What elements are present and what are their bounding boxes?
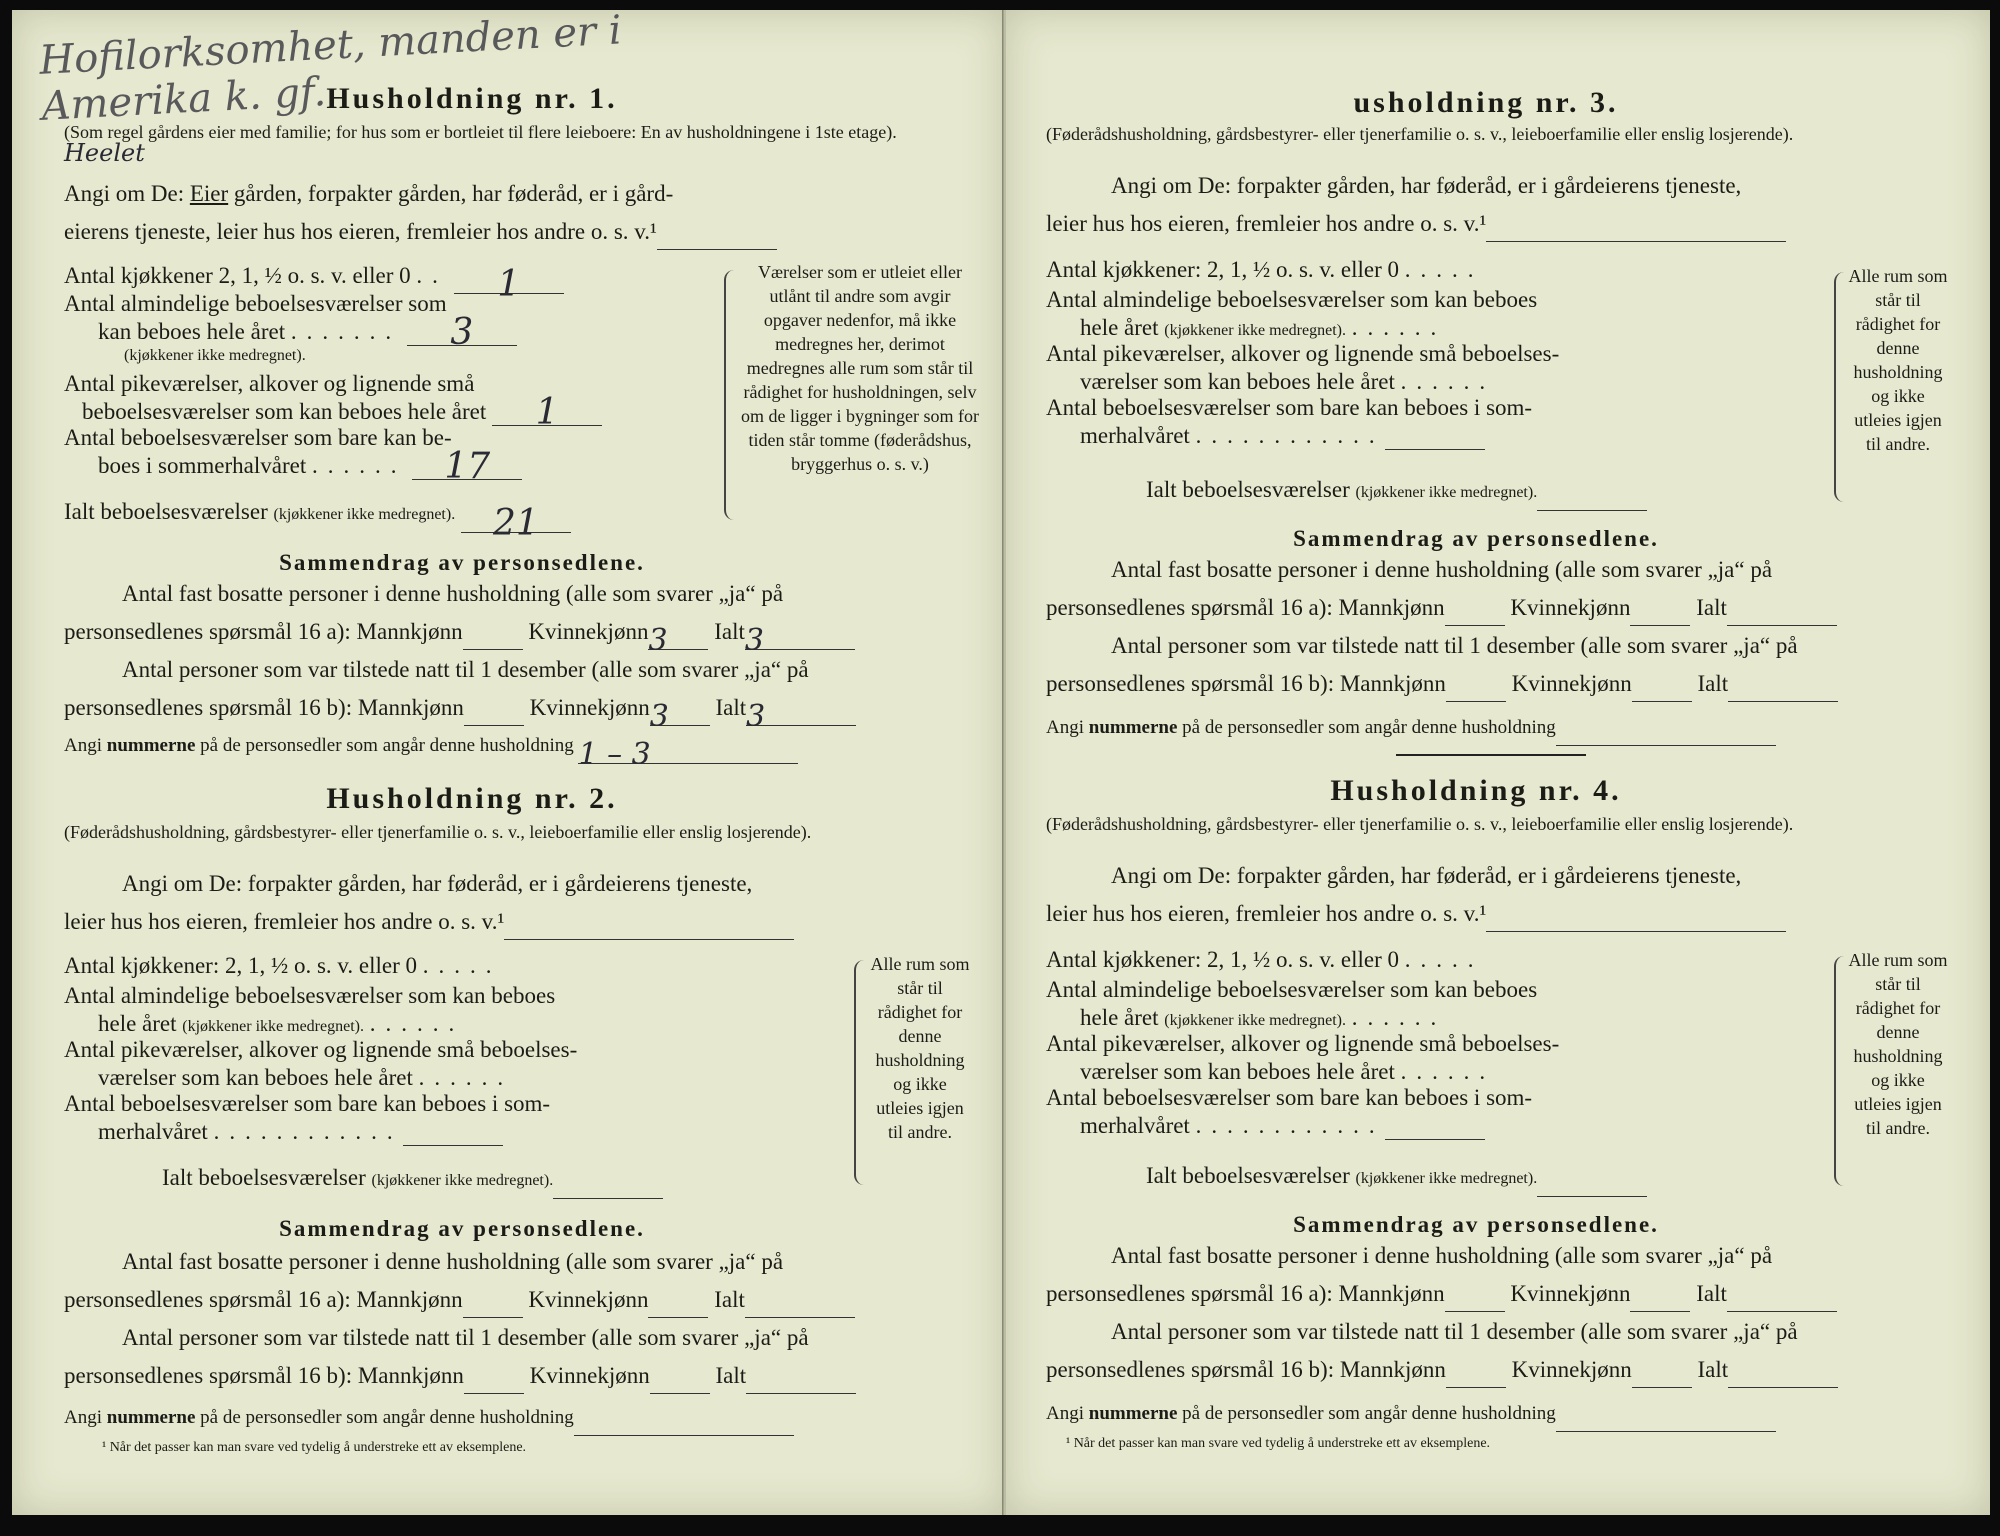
h1-s2b: personsedlenes spørsmål 16 b): Mannkjønn Kvinnekjønn3 Ialt3 <box>64 690 856 726</box>
right-page <box>1006 10 1990 1515</box>
h4-s2b: personsedlenes spørsmål 16 b): Mannkjønn Kvinnekjønn Ialt <box>1046 1352 1838 1388</box>
h1-nummer-row: Angi nummerne på de personsedler som angår denne husholdning 1 – 3 <box>64 728 798 764</box>
h1-angi-line2: eierens tjeneste, leier hus hos eieren, fremleier hos andre o. s. v.¹ <box>64 214 777 250</box>
h4-pike-row: Antal pikeværelser, alkover og lignende små beboelses- værelser som kan beboes hele året ...... <box>1046 1031 1560 1084</box>
h1-ialt-row: Ialt beboelsesværelser (kjøkkener ikke medregnet). 21 <box>64 494 571 533</box>
h3-s2a: Antal personer som var tilstede natt til 1 desember (alle som svarer „ja“ på <box>1111 633 1798 658</box>
h1-s1a: Antal fast bosatte personer i denne husholdning (alle som svarer „ja“ på <box>122 581 784 606</box>
h4-s1b: personsedlenes spørsmål 16 a): Mannkjønn Kvinnekjønn Ialt <box>1046 1276 1837 1312</box>
h2-angi-line2: leier hus hos eieren, fremleier hos andre o. s. v.¹ <box>64 904 794 940</box>
h2-s1b: personsedlenes spørsmål 16 a): Mannkjønn Kvinnekjønn Ialt <box>64 1282 855 1318</box>
h1-s2a: Antal personer som var tilstede natt til 1 desember (alle som svarer „ja“ på <box>122 657 809 682</box>
h1-s2-ialt-value: 3 <box>746 699 856 726</box>
h2-ialt-row: Ialt beboelsesværelser (kjøkkener ikke medregnet). <box>162 1160 663 1199</box>
h3-s1b: personsedlenes spørsmål 16 a): Mannkjønn Kvinnekjønn Ialt <box>1046 590 1837 626</box>
h4-kjokken-row: Antal kjøkkener: 2, 1, ½ o. s. v. eller 0 ..... <box>1046 947 1484 972</box>
h1-nummer-value: 1 – 3 <box>578 737 798 764</box>
h2-side-brace <box>854 960 866 1185</box>
h4-side-note: Alle rum som står til rådighet for denne husholdning og ikke utleies igjen til andre. <box>1848 950 1948 1138</box>
h1-kjokken-value: 1 <box>454 267 564 294</box>
right-footnote: ¹ Når det passer kan man svare ved tydelig å understreke ett av eksemplene. <box>1066 1436 1491 1451</box>
h1-pike-row: Antal pikeværelser, alkover og lignende små beboelsesværelser som kan beboes hele året 1 <box>64 370 602 426</box>
h2-sommer-row: Antal beboelsesværelser som bare kan beboes i som- merhalvåret ............ <box>64 1091 551 1144</box>
h1-s1-ialt-value: 3 <box>745 623 855 650</box>
h4-nummer-row: Angi nummerne på de personsedler som angår denne husholdning <box>1046 1396 1776 1432</box>
section-divider <box>1396 754 1586 756</box>
h2-alm-row: Antal almindelige beboelsesværelser som kan beboes hele året (kjøkkener ikke medregnet). ...... <box>64 983 556 1036</box>
h4-side-brace <box>1834 956 1846 1186</box>
h3-sommer-row: Antal beboelsesværelser som bare kan beboes i som- merhalvåret ............ <box>1046 395 1533 448</box>
h2-angi-line1: Angi om De: forpakter gården, har føderåd, er i gårdeierens tjeneste, <box>122 871 753 896</box>
h2-pike-row: Antal pikeværelser, alkover og lignende små beboelses- værelser som kan beboes hele året ...... <box>64 1037 578 1090</box>
h2-kjokken-row: Antal kjøkkener: 2, 1, ½ o. s. v. eller 0 ..... <box>64 953 502 978</box>
h4-note: (Føderådshusholdning, gårdsbestyrer- eller tjenerfamilie o. s. v., leieboerfamilie eller enslig losjerende). <box>1046 814 1794 834</box>
h1-sommer-value: 17 <box>412 453 522 480</box>
h3-angi-line2: leier hus hos eieren, fremleier hos andre o. s. v.¹ <box>1046 206 1786 242</box>
h1-title: Husholdning nr. 1. <box>326 82 618 115</box>
h1-s1-kv-value: 3 <box>648 623 708 650</box>
h1-s1b: personsedlenes spørsmål 16 a): Mannkjønn Kvinnekjønn3 Ialt3 <box>64 614 855 650</box>
left-page <box>12 7 1004 1515</box>
h2-s2b: personsedlenes spørsmål 16 b): Mannkjønn Kvinnekjønn Ialt <box>64 1358 856 1394</box>
h1-kjokken-row: Antal kjøkkener 2, 1, ½ o. s. v. eller 0 .. 1 <box>64 258 564 294</box>
h3-angi-line1: Angi om De: forpakter gården, har føderåd, er i gårdeierens tjeneste, <box>1111 173 1742 198</box>
h3-alm-row: Antal almindelige beboelsesværelser som kan beboes hele året (kjøkkener ikke medregnet). ...... <box>1046 287 1538 340</box>
h2-note: (Føderådshusholdning, gårdsbestyrer- eller tjenerfamilie o. s. v., leieboerfamilie eller enslig losjerende). <box>64 822 812 842</box>
h1-side-brace <box>724 270 736 520</box>
h1-ialt-value: 21 <box>461 506 571 533</box>
h4-alm-row: Antal almindelige beboelsesværelser som kan beboes hele året (kjøkkener ikke medregnet). ...... <box>1046 977 1538 1030</box>
h1-alm-row: Antal almindelige beboelsesværelser som kan beboes hele året ....... 3 (kjøkkener ikke medregnet). <box>64 290 517 366</box>
h2-s2a: Antal personer som var tilstede natt til 1 desember (alle som svarer „ja“ på <box>122 1325 809 1350</box>
h1-eier-underlined: Eier <box>189 181 229 206</box>
h3-s1a: Antal fast bosatte personer i denne husholdning (alle som svarer „ja“ på <box>1111 557 1773 582</box>
h4-title: Husholdning nr. 4. <box>1330 774 1622 807</box>
h1-sum-title: Sammendrag av personsedlene. <box>279 550 645 575</box>
handwritten-header: Hofilorksomhet, manden er i Amerika k. gf. <box>38 7 623 130</box>
h2-side-note: Alle rum som står til rådighet for denne husholdning og ikke utleies igjen til andre. <box>870 954 970 1142</box>
h1-note: (Som regel gårdens eier med familie; for hus som er bortleiet til flere leieboere: En av husholdningene i 1ste etage). Heelet <box>64 122 897 167</box>
h3-side-brace <box>1834 272 1846 502</box>
h3-s2b: personsedlenes spørsmål 16 b): Mannkjønn Kvinnekjønn Ialt <box>1046 666 1838 702</box>
h4-angi-line2: leier hus hos eieren, fremleier hos andre o. s. v.¹ <box>1046 896 1786 932</box>
left-footnote: ¹ Når det passer kan man svare ved tydelig å understreke ett av eksemplene. <box>102 1440 527 1455</box>
h1-pike-value: 1 <box>492 399 602 426</box>
h3-pike-row: Antal pikeværelser, alkover og lignende små beboelses- værelser som kan beboes hele året ...... <box>1046 341 1560 394</box>
h2-s1a: Antal fast bosatte personer i denne husholdning (alle som svarer „ja“ på <box>122 1249 784 1274</box>
h1-side-note: Værelser som er utleiet eller utlånt til andre som avgir opgaver nedenfor, må ikke medregnes her, derimot medregnes alle rum som står til rådighet for husholdningen, selv om de ligger i bygninger som for tiden står tomme (føderådshus, bryggerhus o. s. v.) <box>741 262 979 474</box>
h3-kjokken-row: Antal kjøkkener: 2, 1, ½ o. s. v. eller 0 ..... <box>1046 257 1484 282</box>
h3-title: usholdning nr. 3. <box>1353 86 1619 119</box>
h1-s2-kv-value: 3 <box>650 699 710 726</box>
h4-ialt-row: Ialt beboelsesværelser (kjøkkener ikke medregnet). <box>1146 1158 1647 1197</box>
h3-sum-title: Sammendrag av personsedlene. <box>1293 526 1659 551</box>
h3-ialt-row: Ialt beboelsesværelser (kjøkkener ikke medregnet). <box>1146 472 1647 511</box>
h1-angi-line1: Angi om De: Eier gården, forpakter gården, har føderåd, er i gård- <box>64 181 674 206</box>
h4-s1a: Antal fast bosatte personer i denne husholdning (alle som svarer „ja“ på <box>1111 1243 1773 1268</box>
h1-alm-value: 3 <box>407 319 517 346</box>
h1-note-handwriting: Heelet <box>64 139 145 167</box>
h1-sommer-row: Antal beboelsesværelser som bare kan be- boes i sommerhalvåret ...... 17 <box>64 424 522 480</box>
h2-nummer-row: Angi nummerne på de personsedler som angår denne husholdning <box>64 1400 794 1436</box>
h2-sum-title: Sammendrag av personsedlene. <box>279 1216 645 1241</box>
h3-nummer-row: Angi nummerne på de personsedler som angår denne husholdning <box>1046 710 1776 746</box>
h4-sum-title: Sammendrag av personsedlene. <box>1293 1212 1659 1237</box>
h4-angi-line1: Angi om De: forpakter gården, har føderåd, er i gårdeierens tjeneste, <box>1111 863 1742 888</box>
h4-sommer-row: Antal beboelsesværelser som bare kan beboes i som- merhalvåret ............ <box>1046 1085 1533 1138</box>
h3-side-note: Alle rum som står til rådighet for denne husholdning og ikke utleies igjen til andre. <box>1848 266 1948 454</box>
h3-note: (Føderådshusholdning, gårdsbestyrer- eller tjenerfamilie o. s. v., leieboerfamilie eller enslig losjerende). <box>1046 124 1794 144</box>
h4-s2a: Antal personer som var tilstede natt til 1 desember (alle som svarer „ja“ på <box>1111 1319 1798 1344</box>
h2-title: Husholdning nr. 2. <box>326 782 618 815</box>
